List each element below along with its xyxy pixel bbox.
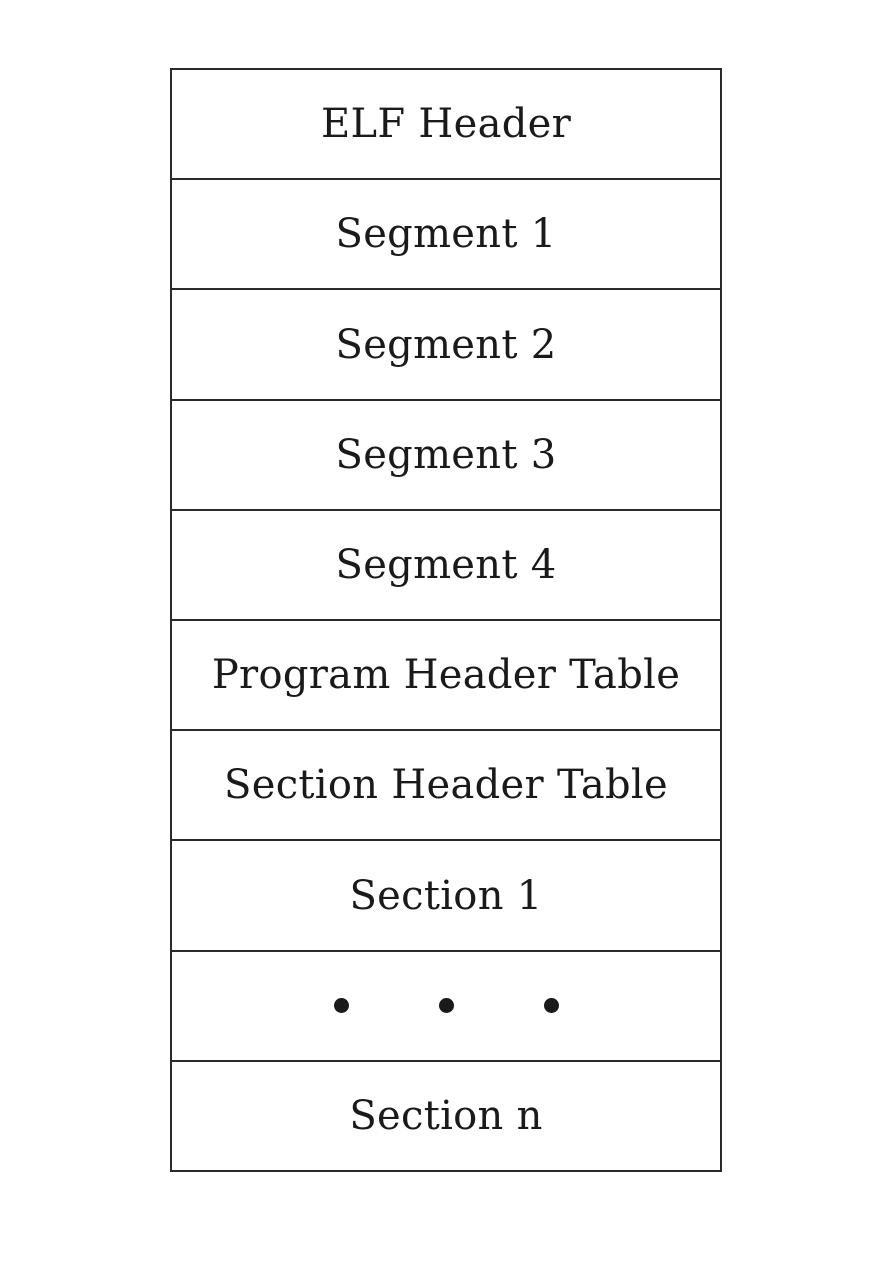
program-header-table-label: Program Header Table: [211, 652, 681, 699]
segment-2-label: Segment 2: [335, 321, 557, 368]
section-header-table-label: Section Header Table: [224, 762, 668, 809]
section-n-block: [172, 1062, 720, 1170]
segment-3-block: [172, 401, 720, 511]
elf-file-layout: [170, 68, 722, 1172]
ellipsis-block: [172, 952, 720, 1062]
segment-1-block: [172, 180, 720, 290]
section-header-table-block: [172, 731, 720, 841]
ellipsis-dot-icon: [334, 998, 349, 1013]
ellipsis-dot-icon: [439, 998, 454, 1013]
segment-4-block: [172, 511, 720, 621]
section-n-label: Section n: [349, 1092, 543, 1139]
section-1-block: [172, 841, 720, 951]
program-header-table-block: [172, 621, 720, 731]
segment-1-label: Segment 1: [335, 211, 557, 258]
segment-4-label: Segment 4: [335, 541, 557, 588]
ellipsis-dot-icon: [544, 998, 559, 1013]
segment-3-label: Segment 3: [335, 431, 557, 478]
segment-2-block: [172, 290, 720, 400]
elf-header-label: ELF Header: [320, 101, 572, 148]
elf-header-block: [172, 70, 720, 180]
section-1-label: Section 1: [349, 872, 543, 919]
